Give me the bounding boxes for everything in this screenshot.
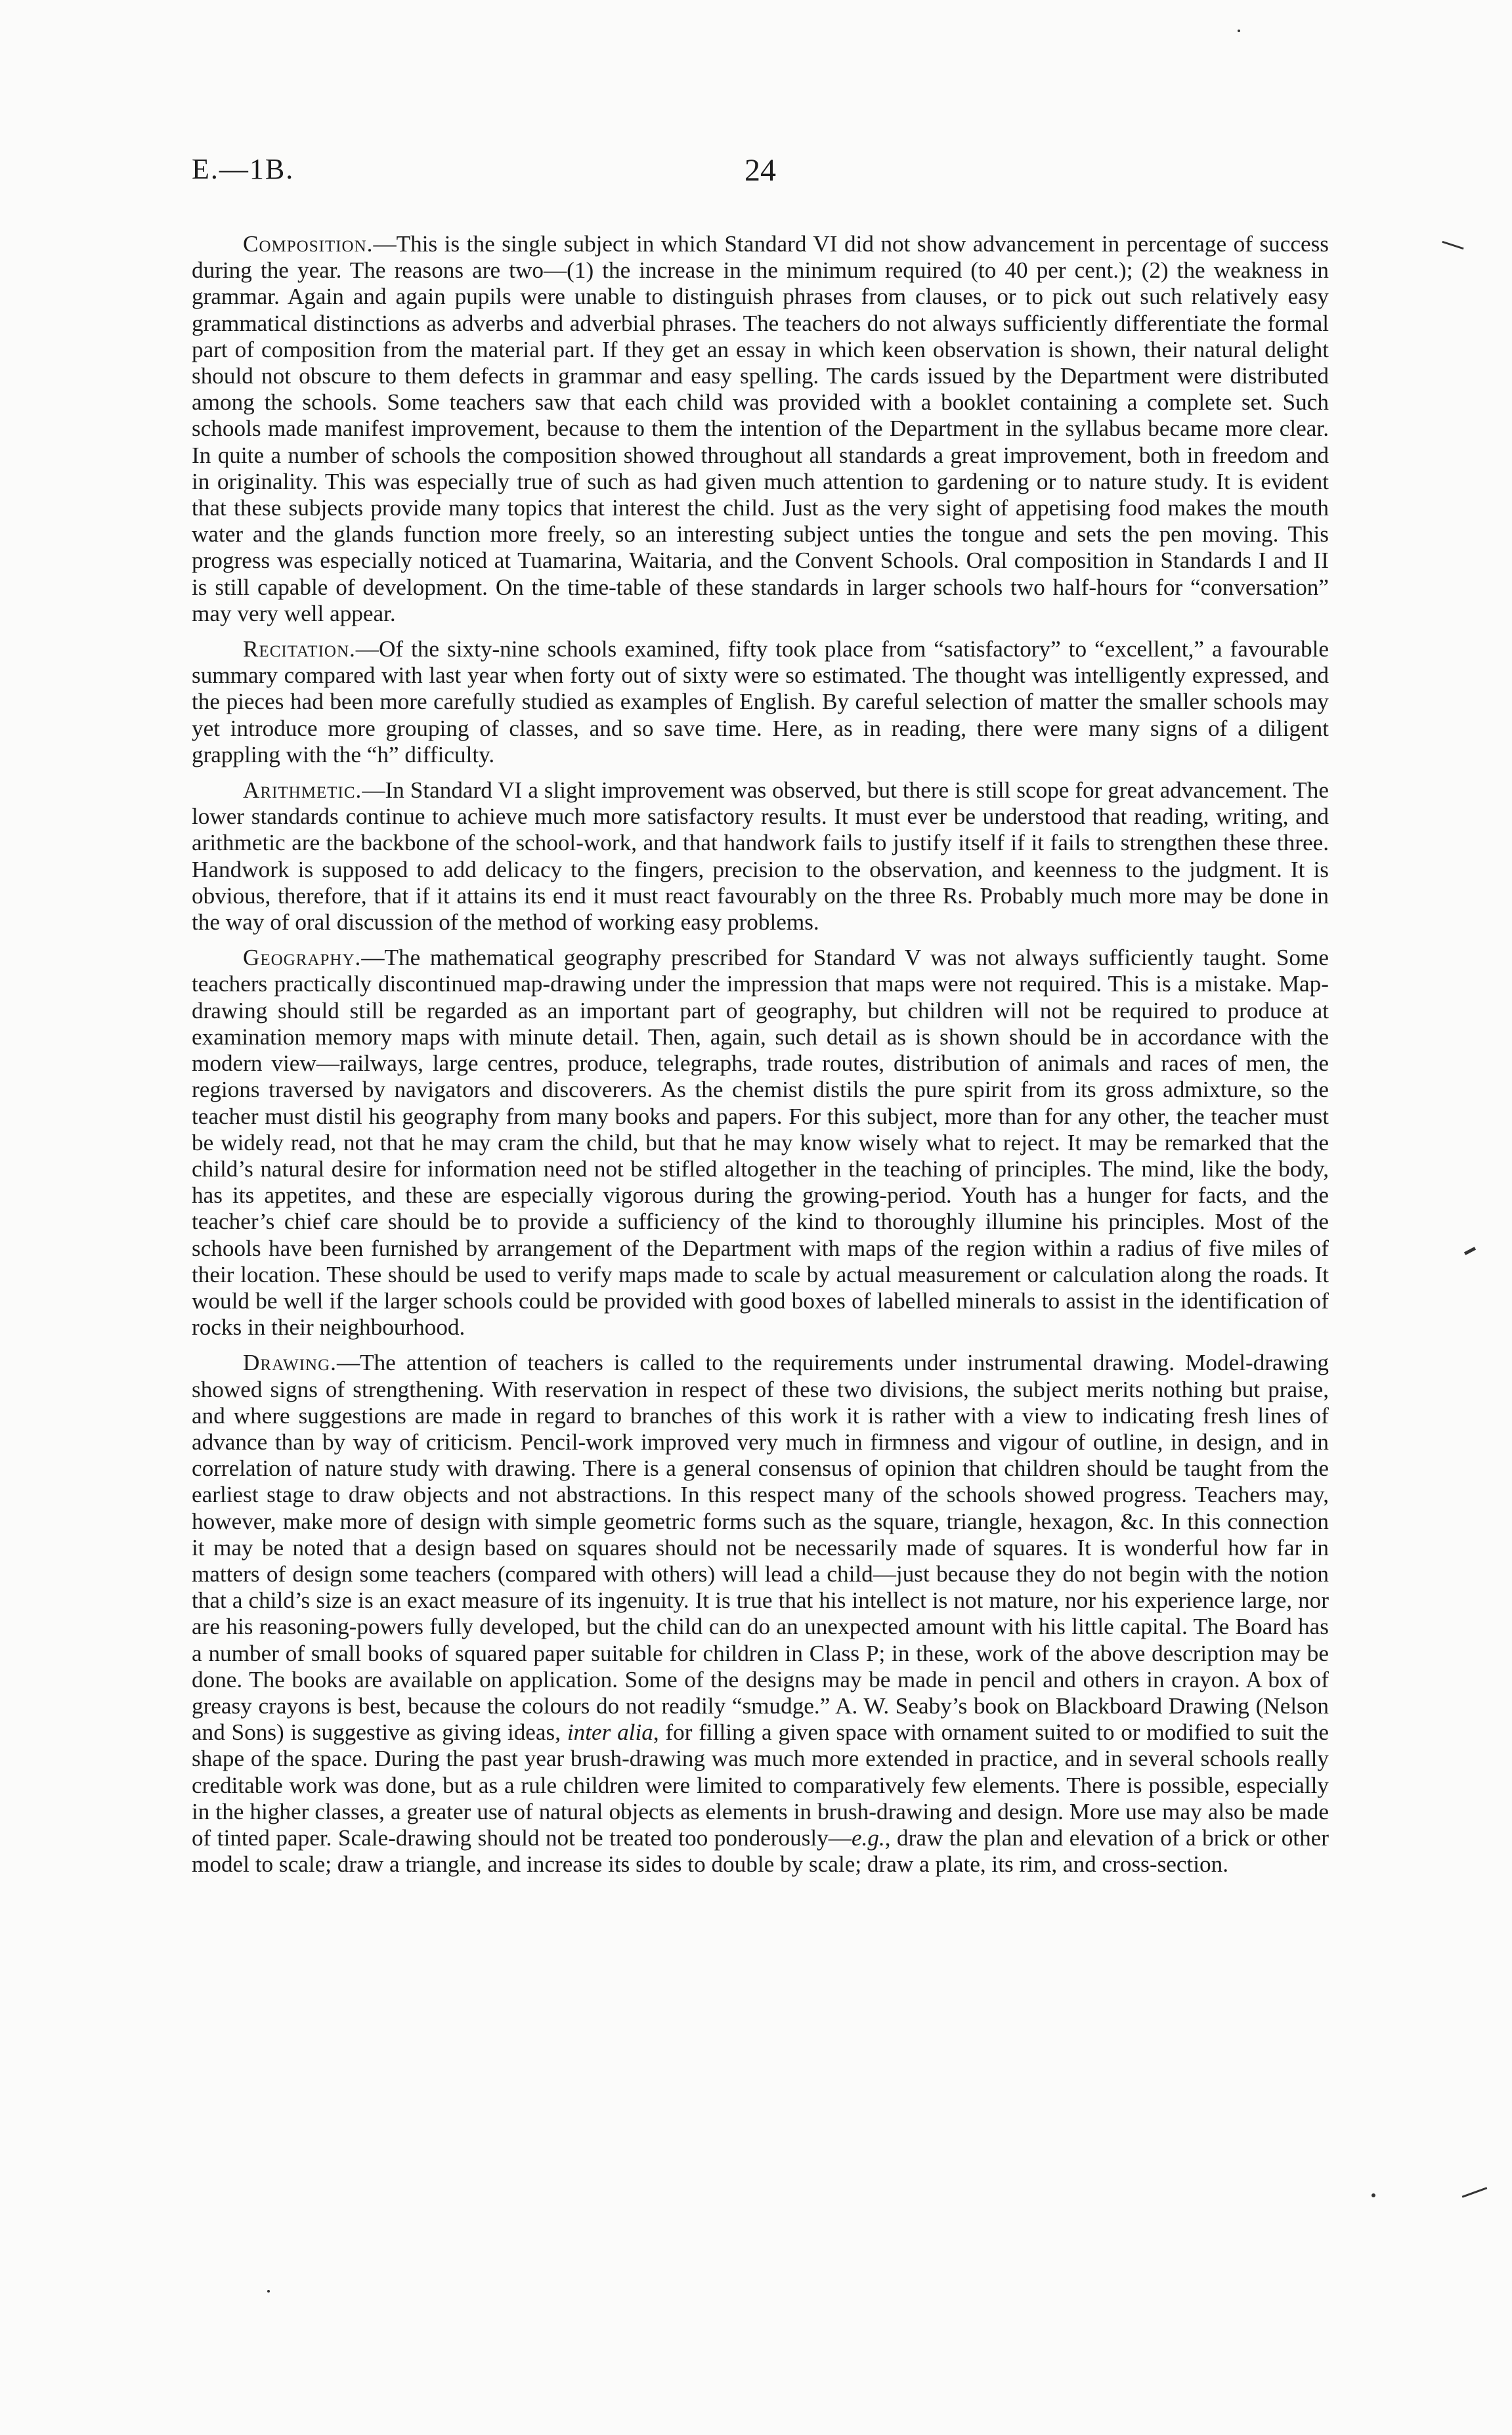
margin-mark: [1442, 241, 1463, 249]
paragraph-drawing: [192, 1350, 1329, 1878]
paragraph-text: —Of the sixty-nine schools examined, fifty took place from “satisfactory” to “excellent,” a favourable summary compared with last year when forty out of sixty were so estimated. The thought was intelligently expressed, and the pieces had been more carefully studied as examples of English. By careful selection of matter the smaller schools may yet introduce more grouping of classes, and so save time. Here, as in reading, there were many signs of a diligent grappling with the “h” difficulty.: [192, 636, 1329, 767]
paragraph-text: —In Standard VI a slight improvement was observed, but there is still scope for great advancement. The lower standards continue to achieve much more satisfactory results. It must ever be understood that reading, writing, and arithmetic are the backbone of the school-work, and that handwork fails to justify itself if it fails to strengthen these three. Handwork is supposed to add delicacy to the fingers, precision to the observation, and keenness to the judgment. It is obvious, therefore, that if it attains its end it must react favourably on the three Rs. Probably much more may be done in the way of oral discussion of the method of working easy problems.: [192, 777, 1329, 936]
page-body: [192, 231, 1329, 1887]
page-number: 24: [745, 153, 776, 188]
margin-mark: [1462, 2187, 1488, 2198]
section-heading-recitation: Recitation.: [243, 636, 356, 662]
paragraph-recitation: [192, 636, 1329, 768]
paragraph-text: , for filling a given space with ornament suited to or modified to suit the shape of the space. During the past year brush-drawing was much more extended in practice, and in several schools really creditable work was done, but as a rule children were limited to comparatively few elements. There is possible, especially in the higher classes, a greater use of natural objects as elements in brush-drawing and design. More use may also be made of tinted paper. Scale-drawing should not be treated too ponderously—: [192, 1719, 1329, 1851]
paragraph-text: —The mathematical geography prescribed for Standard V was not always sufficiently taught. Some teachers practically discontinued map-drawing under the impression that maps were not required. This is a mistake. Map-drawing should still be regarded as an important part of geography, but children will not be required to produce at examination memory maps with minute detail. Then, again, such detail as is shown should be in accordance with the modern view—railways, large centres, produce, telegraphs, trade routes, distribution of animals and races of men, the regions traversed by navigators and discoverers. As the chemist distils the pure spirit from its gross admixture, so the teacher must distil his geography from many books and papers. For this subject, more than for any other, the teacher must be widely read, not that he may cram the child, but that he may know wisely what to reject. It may be remarked that the child’s natural desire for information need not be stifled altogether in the teaching of principles. The mind, like the body, has its appetites, and these are especially vigorous during the growing-period. Youth has a hunger for facts, and the teacher’s chief care should be to provide a sufficiency of the kind to thoroughly illumine his principles. Most of the schools have been furnished by arrangement of the Department with maps of the region within a radius of five miles of their location. These should be used to verify maps made to scale by actual measurement or calculation along the roads. It would be well if the larger schools could be provided with good boxes of labelled minerals to assist in the identification of rocks in their neighbourhood.: [192, 945, 1329, 1341]
paragraph-geography: [192, 945, 1329, 1341]
document-reference: E.—1B.: [192, 153, 295, 185]
paragraph-text: , draw the plan and elevation of a brick or other model to scale; draw a triangle, and increase its sides to double by scale; draw a plate, its rim, and cross-section.: [192, 1824, 1329, 1878]
page-header: [192, 152, 1329, 205]
paragraph-text: —This is the single subject in which Standard VI did not show advancement in percentage of success during the year. The reasons are two—(1) the increase in the minimum required (to 40 per cent.); (2) the weakness in grammar. Again and again pupils were unable to distinguish phrases from clauses, or to pick out such relatively easy grammatical distinctions as adverbs and adverbial phrases. The teachers do not always sufficiently differentiate the formal part of composition from the material part. If they get an essay in which keen observation is shown, their natural delight should not obscure to them defects in grammar and easy spelling. The cards issued by the Department were distributed among the schools. Some teachers saw that each child was provided with a booklet containing a complete set. Such schools made manifest improvement, because to them the intention of the Department in the syllabus became more clear. In quite a number of schools the composition showed throughout all standards a great improvement, both in freedom and in originality. This was especially true of such as had given much attention to gardening or to nature study. It is evident that these subjects provide many topics that interest the child. Just as the very sight of appetising food makes the mouth water and the glands function more freely, so an interesting subject unties the tongue and sets the pen moving. This progress was especially noticed at Tuamarina, Waitaria, and the Convent Schools. Oral composition in Standards I and II is still capable of development. On the time-table of these standards in larger schools two half-hours for “conversation” may very well appear.: [192, 231, 1329, 626]
section-heading-drawing: Drawing.: [243, 1350, 337, 1376]
section-heading-arithmetic: Arithmetic.: [243, 777, 362, 804]
paragraph-composition: [192, 231, 1329, 627]
paragraph-text: —The attention of teachers is called to the requirements under instrumental drawing. Model-drawing showed signs of strengthening. With reservation in respect of these two divisions, the subject merits nothing but praise, and where suggestions are made in regard to branches of this work it is rather with a view to indicating fresh lines of advance than by way of criticism. Pencil-work improved very much in firmness and vigour of outline, in design, and in correlation of nature study with drawing. There is a general consensus of opinion that children should be taught from the earliest stage to draw objects and not abstractions. In this respect many of the schools showed progress. Teachers may, however, make more of design with simple geometric forms such as the square, triangle, hexagon, &c. In this connection it may be noted that a design based on squares should not be necessarily made of squares. It is wonderful how far in matters of design some teachers (compared with others) will lead a child—just because they do not begin with the notion that a child’s size is an exact measure of its ingenuity. It is true that his intellect is not mature, nor his experience large, nor are his reasoning-powers fully developed, but the child can do an unexpected amount with his little capital. The Board has a number of small books of squared paper suitable for children in Class P; in these, work of the above description may be done. The books are available on application. Some of the designs may be made in pencil and others in crayon. A box of greasy crayons is best, because the colours do not readily “smudge.” A. W. Seaby’s book on Blackboard Drawing (Nelson and Sons) is suggestive as giving ideas,: [192, 1350, 1329, 1746]
italic-abbreviation: e.g.: [851, 1824, 885, 1851]
section-heading-geography: Geography.: [243, 945, 362, 971]
margin-mark: [1464, 1247, 1476, 1255]
margin-mark: [267, 2290, 270, 2293]
paragraph-arithmetic: [192, 777, 1329, 936]
italic-phrase: inter alia: [567, 1719, 653, 1746]
section-heading-composition: Composition.: [243, 231, 374, 257]
margin-mark: [1372, 2193, 1375, 2197]
margin-mark: [1238, 30, 1240, 32]
